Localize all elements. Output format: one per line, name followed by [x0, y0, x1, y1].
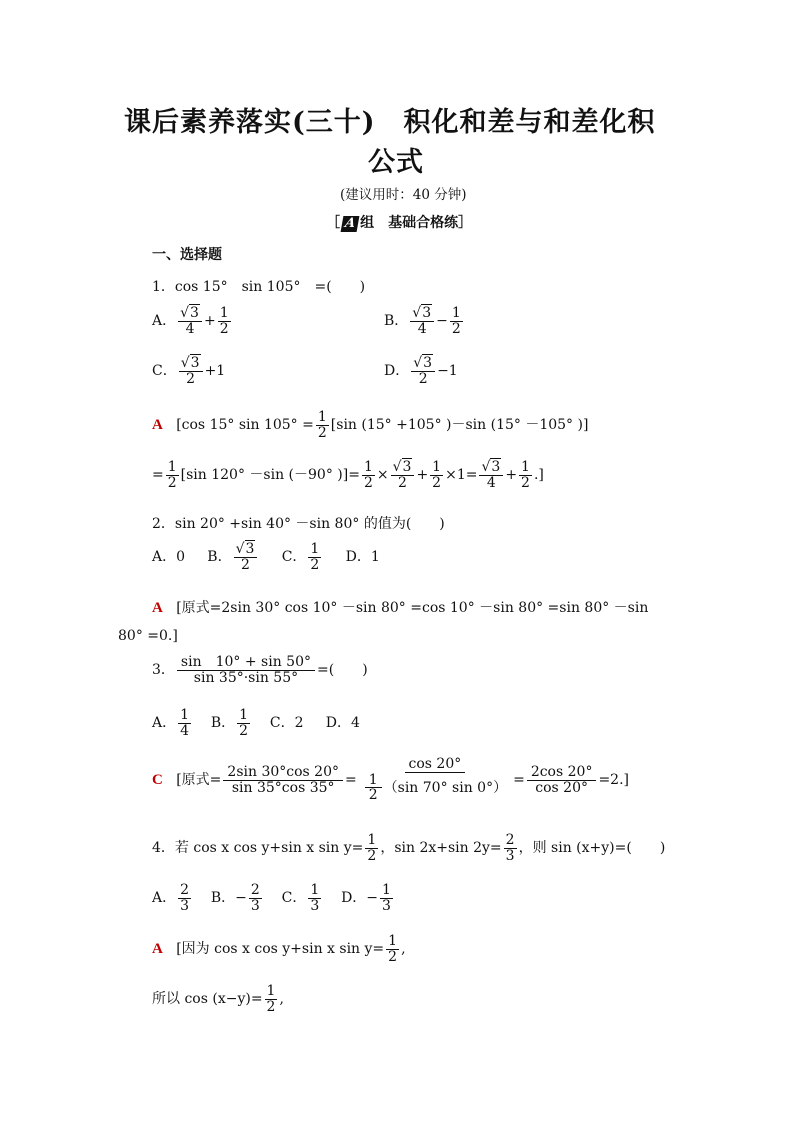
q1-option-a: A． $\frac{√3}{4}$ + $\frac{1}{2}$: [152, 305, 229, 337]
q1-stem: 1．cos 15° sin 105° =( ): [152, 279, 366, 295]
q1-option-b: B． $\frac{√3}{4}$ − $\frac{1}{2}$: [384, 305, 461, 337]
q4-b-frac: $\frac{2}{3}$: [250, 882, 260, 914]
q4-c-frac: $\frac{1}{3}$: [310, 882, 320, 914]
q3-options: A． $\frac{1}{4}$ B． $\frac{1}{2}$ C．2 D．4: [152, 707, 360, 739]
q4-solution-line2: 所以 cos (x−y)= $\frac{1}{2}$ ,: [152, 983, 284, 1015]
q2-answer: A: [152, 600, 163, 616]
q3-a-frac: $\frac{1}{4}$: [180, 707, 190, 739]
group-bracket-close: ］: [458, 215, 473, 231]
q1-b-frac2: $\frac{1}{2}$: [451, 305, 461, 337]
q3-answer: C: [152, 772, 163, 789]
q2-stem: 2．sin 20° +sin 40° －sin 80° 的值为( ): [152, 516, 445, 532]
q3-option-d: D．4: [325, 715, 360, 732]
q4-answer: A: [152, 941, 163, 958]
q2-solution-line2: 80° =0.]: [118, 628, 178, 644]
q2-b-frac: $\frac{√3}{2}$: [234, 542, 258, 572]
q4-stem: 4．若 cos x cos y+sin x sin y= $\frac{1}{2}$ ，sin 2x+sin 2y= $\frac{2}{3}$ ，则 sin (x+y)=( ): [152, 832, 666, 864]
q1-a-frac1: $\frac{√3}{4}$: [178, 306, 202, 336]
q4-options: A． $\frac{2}{3}$ B．− $\frac{2}{3}$ C． $\frac{1}{3}$ D．− $\frac{1}{3}$: [152, 882, 391, 914]
q1-d-frac: $\frac{√3}{2}$: [411, 356, 435, 386]
page-title-line2: 公式: [368, 147, 424, 178]
group-badge: A: [341, 216, 360, 232]
q3-option-c: C．2: [269, 715, 304, 732]
suggested-time: (建议用时：40 分钟): [340, 187, 467, 203]
group-label: 组 基础合格练: [360, 215, 459, 231]
q2-c-frac: $\frac{1}{2}$: [310, 541, 320, 573]
page-title-line1: 课后素养落实(三十) 积化和差与和差化积: [124, 107, 656, 138]
q2-solution-line1: A [原式=2sin 30° cos 10° －sin 80° =cos 10° －sin 80° =sin 80° －sin: [152, 600, 649, 616]
q1-solution-line2: = $\frac{1}{2}$ [sin 120° －sin (－90° )]= $\frac{1}{2}$ × $\frac{√3}{2}$ + $\frac{1}{2}$ ×1= $\frac{√3}{4}$ + $\frac{1}{2}$ .]: [152, 459, 544, 491]
q1-answer: A: [152, 417, 163, 434]
q1-c-frac: $\frac{√3}{2}$: [179, 356, 203, 386]
group-header: [326, 212, 472, 232]
q1-option-c: C． $\frac{√3}{2}$ +1: [152, 355, 226, 387]
q3-solution: C [原式= $\frac{2\sin 30^\circ\cos 20^\circ}{\sin 35^\circ\cos 35^\circ}$ = cos 20° $\frac{1}{2}$ （sin 70° sin 0°） = $\frac{2\cos 20^\circ}{\cos 20^\circ}$ =2.]: [152, 756, 630, 804]
q4-a-frac: $\frac{2}{3}$: [180, 882, 190, 914]
q2-options: A．0 B． $\frac{√3}{2}$ C． $\frac{1}{2}$ D．1: [152, 541, 380, 573]
section-heading: 一、选择题: [152, 247, 222, 263]
q1-a-frac2: $\frac{1}{2}$: [219, 305, 229, 337]
q3-stem: 3． $\frac{\sin 10^\circ + \sin 50^\circ}{\sin 35^\circ\cdot\sin 55^\circ}$ =( ): [152, 654, 368, 686]
q3-b-frac: $\frac{1}{2}$: [239, 707, 249, 739]
q2-option-d: D．1: [345, 549, 380, 566]
q1-option-d: D． $\frac{√3}{2}$ −1: [384, 355, 458, 387]
q1-b-frac1: $\frac{√3}{4}$: [410, 306, 434, 336]
q4-d-frac: $\frac{1}{3}$: [382, 882, 391, 914]
q1-solution-line1: A [cos 15° sin 105° = $\frac{1}{2}$ [sin (15° +105° )－sin (15° －105° )]: [152, 409, 589, 441]
q4-solution-line1: A [因为 cos x cos y+sin x sin y= $\frac{1}{2}$ ,: [152, 933, 406, 965]
q2-option-a: A．0: [152, 549, 186, 566]
group-bracket-open: ［: [326, 215, 340, 231]
